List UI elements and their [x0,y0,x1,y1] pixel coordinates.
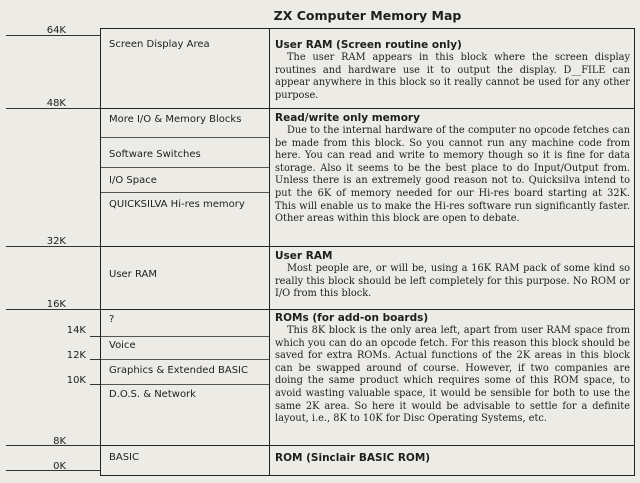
page-title: ZX Computer Memory Map [273,8,462,23]
block-voice: Voice [109,340,136,351]
block-screen-display: Screen Display Area [109,39,210,50]
block-unknown: ? [109,314,115,325]
section-roms [275,312,630,426]
section-text: This 8K block is the only area left, apart from user RAM space from which you can do an opcode fetch. For this reason this block should be saved for extra ROMs. Actual functions of the 2K areas in this block can be swapped around of course. However, if two companies are doing the same product which requires some of this ROM space, to avoid wasting valuable space, it would be sensible for both to use the same 2K area. So here it would be advisable to settle for a definite layout, i.e., 8K to 10K for Disc Operating Systems, etc. [275,325,630,425]
section-screen-ram [275,39,630,102]
section-user-ram [275,250,630,301]
section-heading: ROMs (for add-on boards) [275,312,429,324]
memory-map-table [100,28,635,476]
section-text: Due to the internal hardware of the computer no opcode fetches can be made from this block. So you cannot run any machine code from here. You can read and write to memory though so it is fine for data storage. Also it seems to be the best place to do Input/Output from. Unless there is an extremely good reason not to. Quicksilva intend to put the 6K of memory needed for our Hi-res board starting at 32K. This will enable us to make the Hi-res software run significantly faster. Other areas within this block are open to debate. [275,125,630,225]
section-text: Most people are, or will be, using a 16K RAM pack of some kind so really this block should be left completely for this purpose. No ROM or I/O from this block. [275,263,630,300]
block-io-space: I/O Space [109,175,157,186]
block-quicksilva: QUICKSILVA Hi-res memory [109,199,245,210]
address-16k: 16K [46,299,66,310]
divider-quicksilva [101,192,269,193]
block-dos: D.O.S. & Network [109,389,196,400]
divider-16k [101,309,634,310]
section-heading: ROM (Sinclair BASIC ROM) [275,452,431,464]
section-text: The user RAM appears in this block where the screen display routines and hardware use it to output the display. D__FILE can appear anywhere in this block so it really cannot be used for any other purpose. [275,52,630,101]
address-10k: 10K [66,375,86,386]
address-14k: 14K [66,325,86,336]
block-software-switches: Software Switches [109,149,201,160]
address-0k: 0K [53,461,66,472]
tick-10k [90,384,100,385]
address-8k: 8K [53,436,66,447]
divider-io-space [101,167,269,168]
section-sinclair-rom [275,452,630,465]
divider-32k [101,246,634,247]
column-divider [269,29,270,475]
address-32k: 32K [46,236,66,247]
tick-14k [90,336,100,337]
address-12k: 12K [66,350,86,361]
block-basic: BASIC [109,452,139,463]
section-heading: Read/write only memory [275,112,420,124]
tick-12k [90,359,100,360]
block-more-io: More I/O & Memory Blocks [109,114,242,125]
divider-8k [101,445,634,446]
block-user-ram: User RAM [109,269,157,280]
block-graphics: Graphics & Extended BASIC [109,365,248,376]
section-read-write [275,112,630,226]
divider-dos [101,384,269,385]
divider-graphics [101,359,269,360]
section-heading: User RAM (Screen routine only) [275,39,462,51]
section-heading: User RAM [275,250,333,262]
divider-48k [101,108,634,109]
divider-voice [101,336,269,337]
address-64k: 64K [46,25,66,36]
address-48k: 48K [46,98,66,109]
divider-software-switches [101,137,269,138]
